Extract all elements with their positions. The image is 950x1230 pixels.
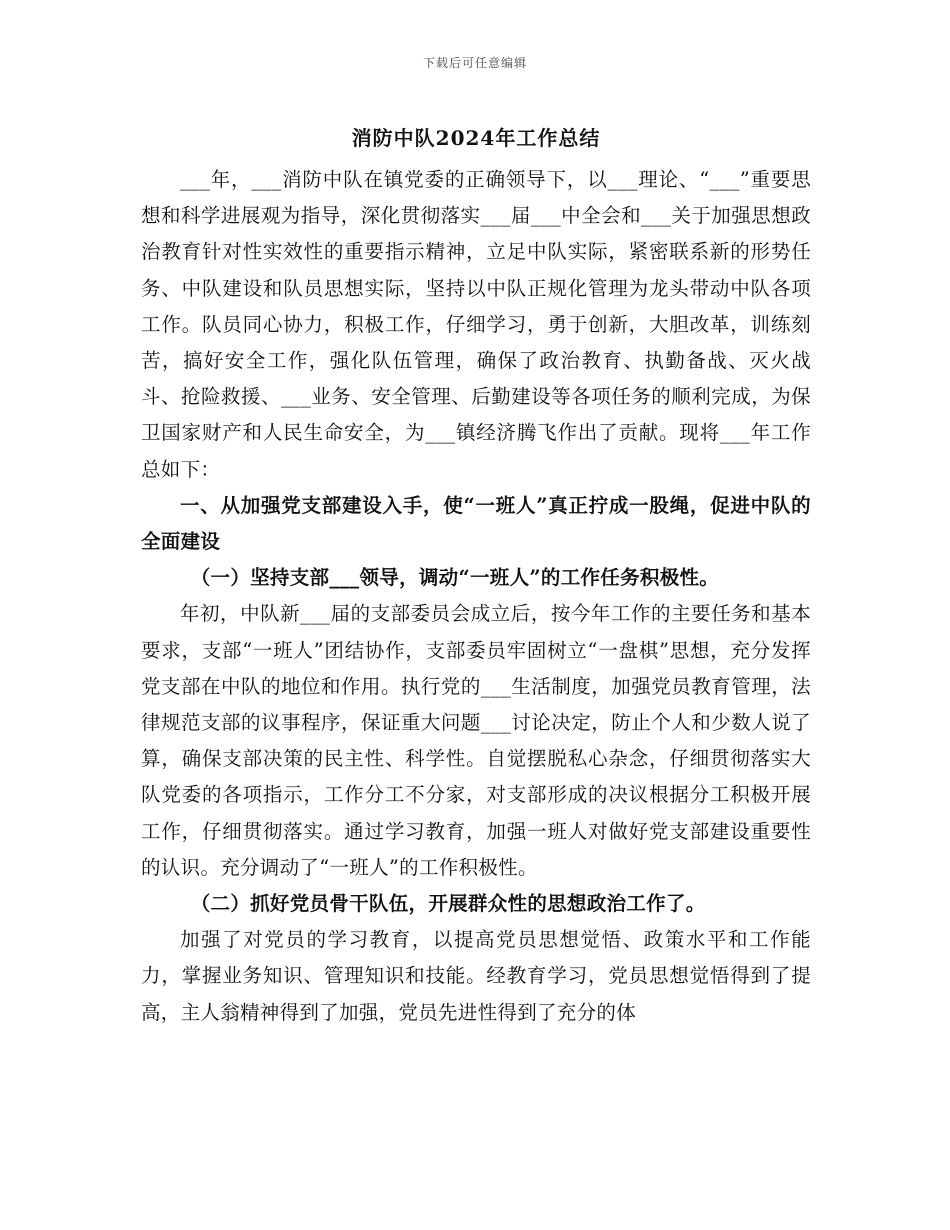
subsection-1-heading: （一）坚持支部___领导，调动“一班人”的工作任务积极性。 bbox=[190, 566, 720, 590]
intro-paragraph: ___年，___消防中队在镇党委的正确领导下，以___理论、“___”重要思想和科学进展观为指导，深化贯彻落实___届___中全会和___关于加强思想政治教育针对性实效性的重要指示精神，立足中队实际，紧密联系新的形势任务、中队建设和队员思想实际，坚持以中队正规化管理为龙头带动中队各项工作。队员同心协力，积极工作，仔细学习，勇于创新，大胆改革，训练刻苦，搞好安全工作，强化队伍管理，确保了政治教育、执勤备战、灭火战斗、抢险救援、___业务、安全管理、后勤建设等各项任务的顺利完成，为保卫国家财产和人民生命安全，为___镇经济腾飞作出了贡献。现将___年工作总如下： bbox=[141, 168, 811, 481]
section-1-heading: 一、从加强党支部建设入手，使“一班人”真正拧成一股绳，促进中队的全面建设 bbox=[141, 493, 811, 554]
subsection-2-heading: （二）抓好党员骨干队伍，开展群众性的思想政治工作了。 bbox=[190, 892, 706, 916]
subsection-2-paragraph: 加强了对党员的学习教育，以提高党员思想觉悟、政策水平和工作能力，掌握业务知识、管理知识和技能。经教育学习，党员思想觉悟得到了提高，主人翁精神得到了加强，党员先进性得到了充分的体 bbox=[141, 928, 811, 1024]
subsection-1-paragraph: 年初，中队新___届的支部委员会成立后，按今年工作的主要任务和基本要求，支部“一班人”团结协作，支部委员牢固树立“一盘棋”思想，充分发挥党支部在中队的地位和作用。执行党的___生活制度，加强党员教育管理，法律规范支部的议事程序，保证重大问题___讨论决定，防止个人和少数人说了算，确保支部决策的民主性、科学性。自觉摆脱私心杂念，仔细贯彻落实大队党委的各项指示，工作分工不分家，对支部形成的决议根据分工积极开展工作，仔细贯彻落实。通过学习教育，加强一班人对做好党支部建设重要性的认识。充分调动了“一班人”的工作积极性。 bbox=[141, 602, 811, 879]
document-title: 消防中队2024年工作总结 bbox=[351, 126, 601, 150]
document-page bbox=[141, 118, 811, 1031]
page-header-note: 下载后可任意编辑 bbox=[422, 56, 527, 70]
document-body bbox=[141, 162, 811, 1031]
